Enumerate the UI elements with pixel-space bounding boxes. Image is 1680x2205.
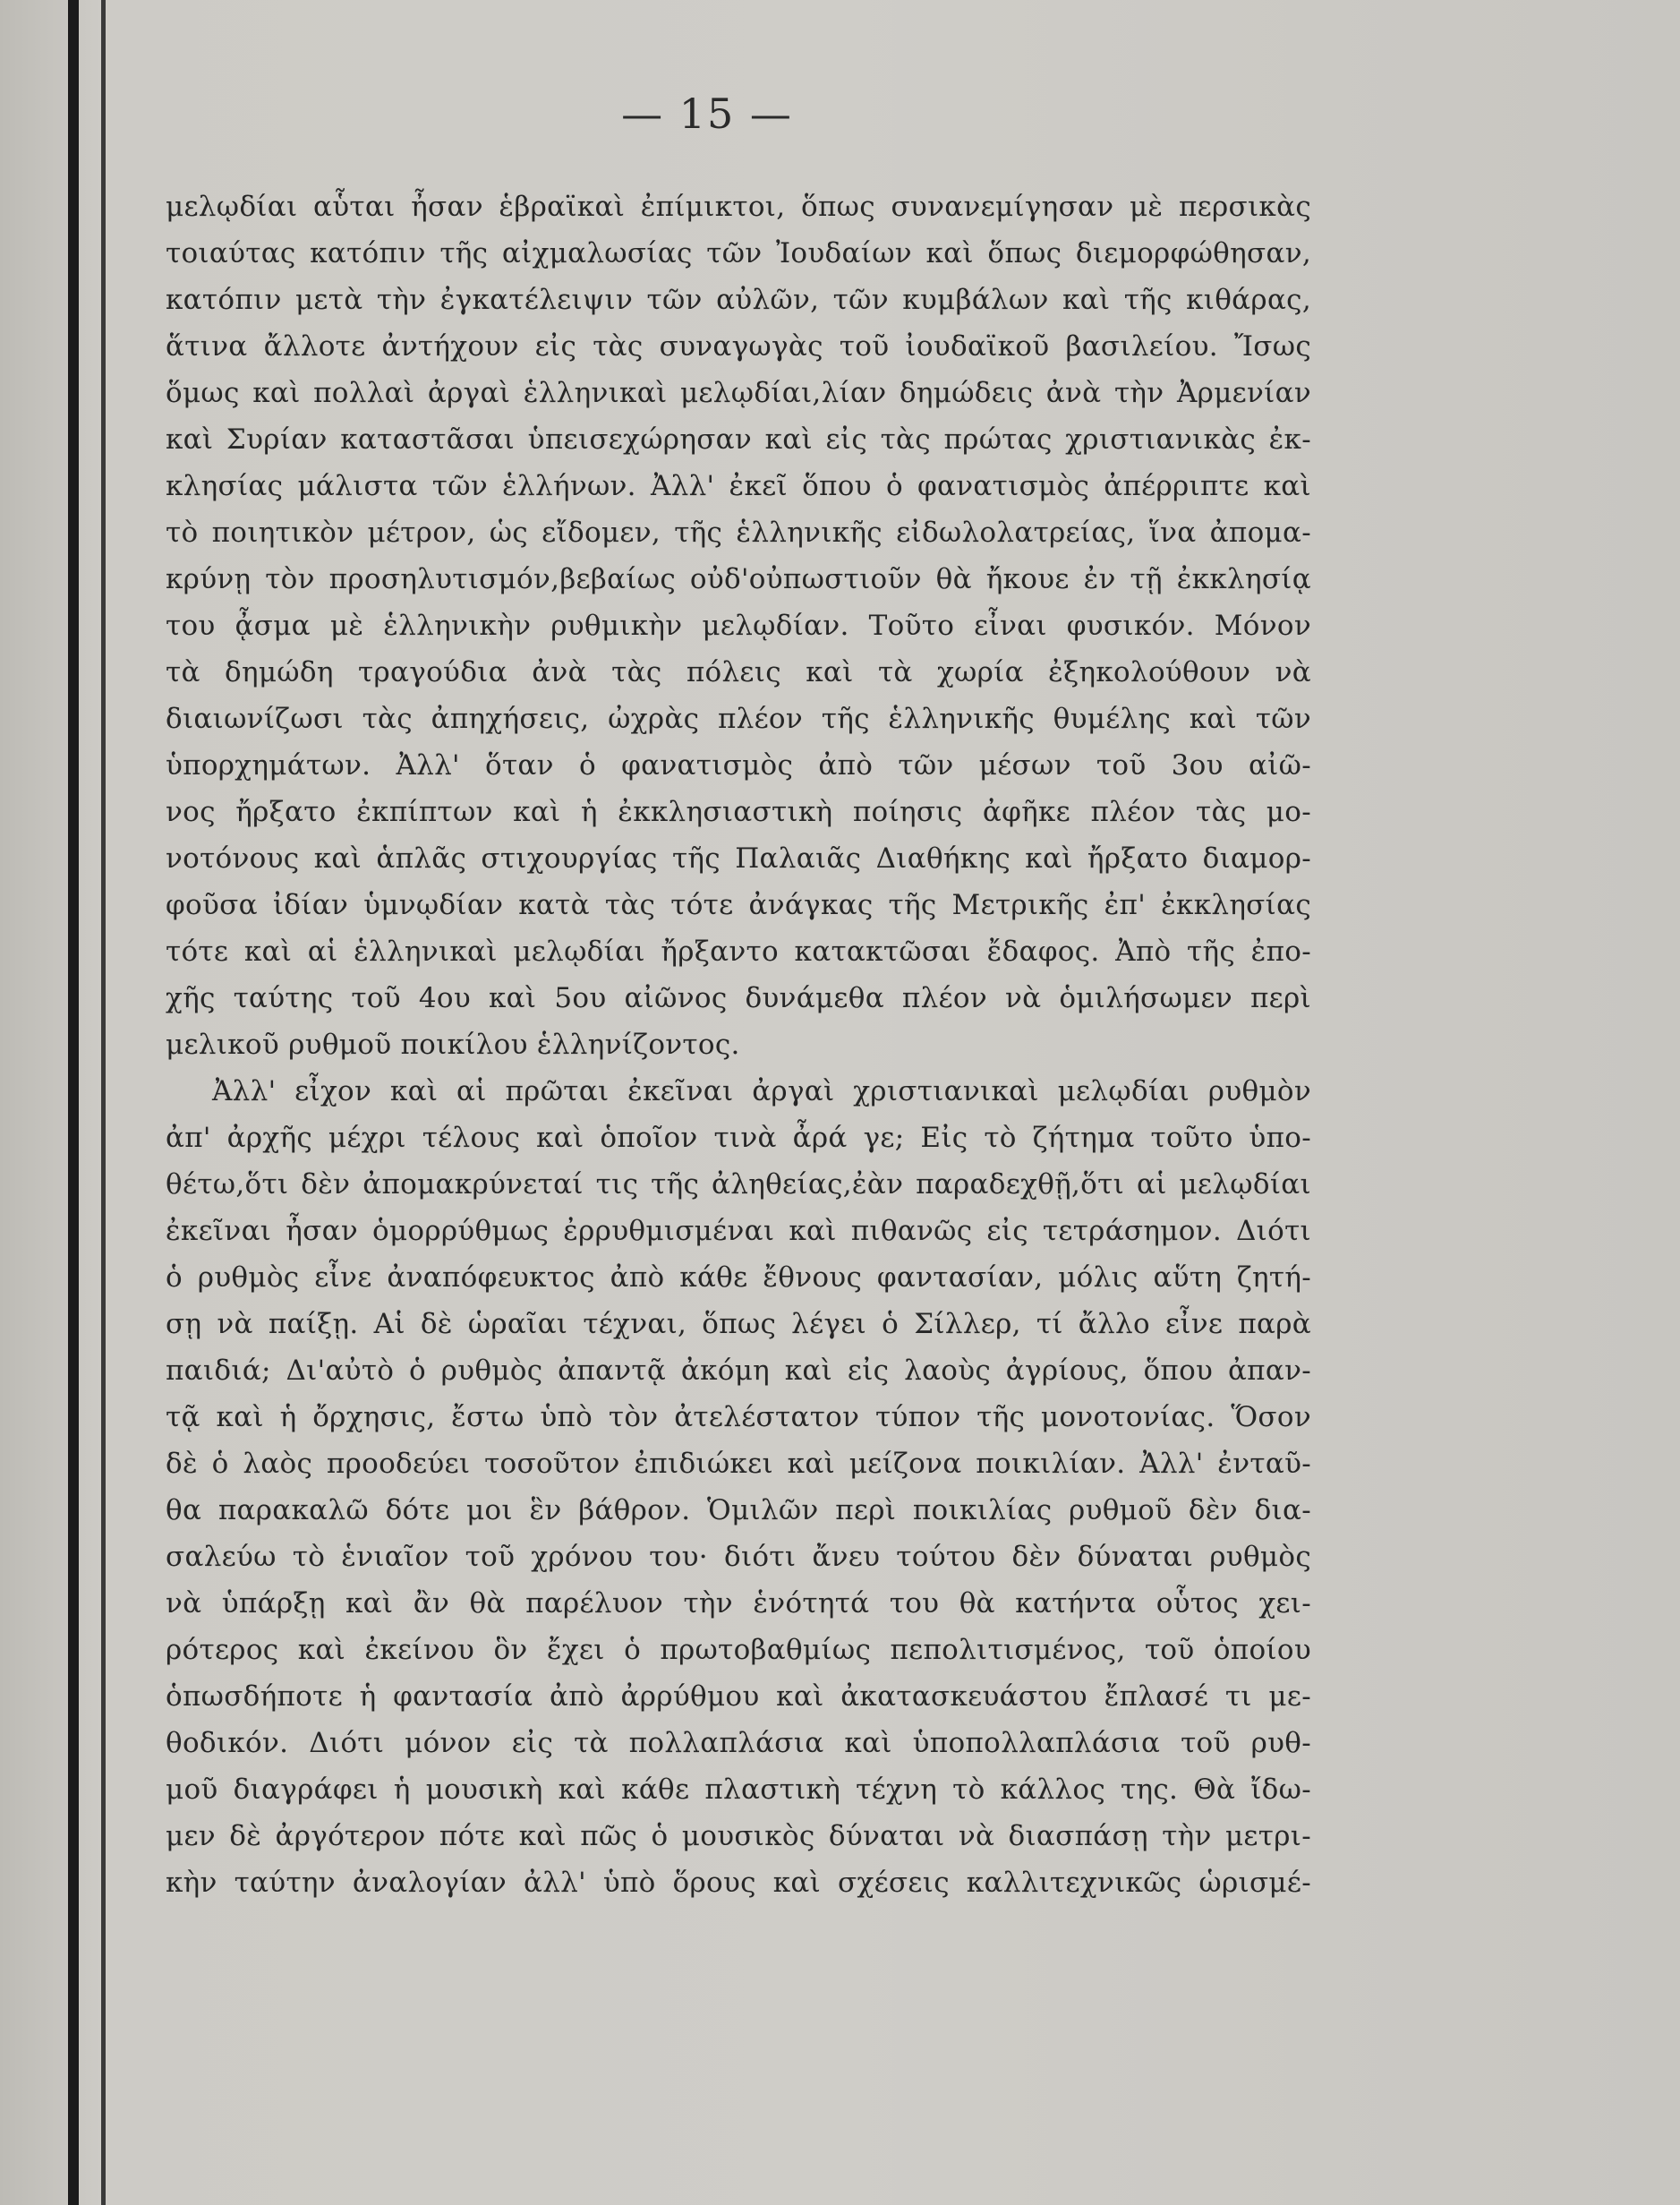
text-line: φοῦσα ἰδίαν ὑμνῳδίαν κατὰ τὰς τότε ἀνάγκας τῆς Μετρικῆς ἐπ' ἐκκλησίας — [166, 889, 1311, 921]
text-line: ἀπ' ἀρχῆς μέχρι τέλους καὶ ὁποῖον τινὰ ἆρά γε; Εἰς τὸ ζήτημα τοῦτο ὑπο- — [166, 1122, 1311, 1154]
text-line: σῃ νὰ παίξῃ. Αἱ δὲ ὡραῖαι τέχναι, ὅπως λέγει ὁ Σίλλερ, τί ἄλλο εἶνε παρὰ — [166, 1308, 1311, 1340]
text-line: σαλεύω τὸ ἑνιαῖον τοῦ χρόνου του· διότι ἄνευ τούτου δὲν δύναται ρυθμὸς — [166, 1541, 1311, 1573]
text-line: ὁπωσδήποτε ἡ φαντασία ἀπὸ ἀρρύθμου καὶ ἀκατασκευάστου ἔπλασέ τι με- — [166, 1680, 1311, 1713]
text-line: νοτόνους καὶ ἁπλᾶς στιχουργίας τῆς Παλαιᾶς Διαθήκης καὶ ἤρξατο διαμορ- — [166, 842, 1311, 875]
text-line: μοῦ διαγράφει ἡ μουσικὴ καὶ κάθε πλαστικὴ τέχνη τὸ κάλλος της. Θὰ ἴδω- — [166, 1773, 1311, 1806]
text-line: νος ἤρξατο ἐκπίπτων καὶ ἡ ἐκκλησιαστικὴ ποίησις ἀφῆκε πλέον τὰς μο- — [166, 796, 1311, 828]
page-number: — 15 — — [621, 90, 793, 138]
text-line: ὑπορχημάτων. Ἀλλ' ὅταν ὁ φανατισμὸς ἀπὸ τῶν μέσων τοῦ 3ου αἰῶ- — [166, 749, 1311, 782]
binding-shadow — [68, 0, 79, 2205]
text-line: ὁ ρυθμὸς εἶνε ἀναπόφευκτος ἀπὸ κάθε ἔθνους φαντασίαν, μόλις αὕτη ζητή- — [166, 1261, 1311, 1294]
text-line: δὲ ὁ λαὸς προοδεύει τοσοῦτον ἐπιδιώκει καὶ μείζονα ποικιλίαν. Ἀλλ' ἐνταῦ- — [166, 1448, 1311, 1480]
text-line: καὶ Συρίαν καταστᾶσαι ὑπεισεχώρησαν καὶ εἰς τὰς πρώτας χριστιανικὰς ἐκ- — [166, 423, 1311, 456]
text-line: νὰ ὑπάρξῃ καὶ ἂν θὰ παρέλυον τὴν ἑνότητά του θὰ κατήντα οὗτος χει- — [166, 1587, 1311, 1620]
text-line: μεν δὲ ἀργότερον πότε καὶ πῶς ὁ μουσικὸς δύναται νὰ διασπάσῃ τὴν μετρι- — [166, 1820, 1311, 1852]
text-line: παιδιά; Δι'αὐτὸ ὁ ρυθμὸς ἀπαντᾷ ἀκόμη καὶ εἰς λαοὺς ἀγρίους, ὅπου ἀπαν- — [166, 1355, 1311, 1387]
text-line: τοιαύτας κατόπιν τῆς αἰχμαλωσίας τῶν Ἰουδαίων καὶ ὅπως διεμορφώθησαν, — [166, 237, 1311, 269]
text-line: τὰ δημώδη τραγούδια ἀνὰ τὰς πόλεις καὶ τὰ χωρία ἐξηκολούθουν νὰ — [166, 656, 1311, 688]
text-line: χῆς ταύτης τοῦ 4ου καὶ 5ου αἰῶνος δυνάμεθα πλέον νὰ ὁμιλήσωμεν περὶ — [166, 982, 1311, 1014]
body-text — [166, 184, 1311, 1906]
text-line: κρύνῃ τὸν προσηλυτισμόν,βεβαίως οὐδ'οὐπωστιοῦν θὰ ἤκουε ἐν τῇ ἐκκλησίᾳ — [166, 563, 1311, 595]
text-line: τᾷ καὶ ἡ ὄρχησις, ἔστω ὑπὸ τὸν ἀτελέστατον τύπον τῆς μονοτονίας. Ὅσον — [166, 1401, 1311, 1433]
text-line: κὴν ταύτην ἀναλογίαν ἀλλ' ὑπὸ ὅρους καὶ σχέσεις καλλιτεχνικῶς ὡρισμέ- — [166, 1867, 1311, 1899]
text-line: θα παρακαλῶ δότε μοι ἓν βάθρον. Ὁμιλῶν περὶ ποικιλίας ρυθμοῦ δὲν δια- — [166, 1494, 1311, 1526]
text-line: ἐκεῖναι ἦσαν ὁμορρύθμως ἐρρυθμισμέναι καὶ πιθανῶς εἰς τετράσημον. Διότι — [166, 1215, 1311, 1247]
text-line: ρότερος καὶ ἐκείνου ὃν ἔχει ὁ πρωτοβαθμίως πεπολιτισμένος, τοῦ ὁποίου — [166, 1634, 1311, 1666]
text-line: Ἀλλ' εἶχον καὶ αἱ πρῶται ἐκεῖναι ἀργαὶ χριστιανικαὶ μελῳδίαι ρυθμὸν — [212, 1075, 1311, 1107]
text-line: του ᾆσμα μὲ ἑλληνικὴν ρυθμικὴν μελῳδίαν. Τοῦτο εἶναι φυσικόν. Μόνον — [166, 610, 1311, 642]
text-line: κατόπιν μετὰ τὴν ἐγκατέλειψιν τῶν αὐλῶν, τῶν κυμβάλων καὶ τῆς κιθάρας, — [166, 284, 1311, 316]
text-line: τὸ ποιητικὸν μέτρον, ὡς εἴδομεν, τῆς ἑλληνικῆς εἰδωλολατρείας, ἵνα ἀπομα- — [166, 517, 1311, 549]
text-line: μελικοῦ ρυθμοῦ ποικίλου ἑλληνίζοντος. — [166, 1029, 740, 1061]
binding-shadow-inner — [101, 0, 106, 2205]
text-line: τότε καὶ αἱ ἑλληνικαὶ μελῳδίαι ἤρξαντο κατακτῶσαι ἔδαφος. Ἀπὸ τῆς ἐπο- — [166, 936, 1311, 968]
text-line: ὅμως καὶ πολλαὶ ἀργαὶ ἑλληνικαὶ μελῳδίαι,λίαν δημώδεις ἀνὰ τὴν Ἀρμενίαν — [166, 377, 1311, 409]
text-line: ἅτινα ἄλλοτε ἀντήχουν εἰς τὰς συναγωγὰς τοῦ ἰουδαϊκοῦ βασιλείου. Ἴσως — [166, 330, 1311, 363]
text-line: διαιωνίζωσι τὰς ἀπηχήσεις, ὠχρὰς πλέον τῆς ἑλληνικῆς θυμέλης καὶ τῶν — [166, 703, 1311, 735]
text-line: θέτω,ὅτι δὲν ἀπομακρύνεταί τις τῆς ἀληθείας,ἐὰν παραδεχθῇ,ὅτι αἱ μελῳδίαι — [166, 1168, 1311, 1201]
text-line: μελῳδίαι αὗται ἦσαν ἑβραϊκαὶ ἐπίμικτοι, ὅπως συνανεμίγησαν μὲ περσικὰς — [166, 191, 1311, 223]
text-line: θοδικόν. Διότι μόνον εἰς τὰ πολλαπλάσια καὶ ὑποπολλαπλάσια τοῦ ρυθ- — [166, 1727, 1311, 1759]
text-line: κλησίας μάλιστα τῶν ἑλλήνων. Ἀλλ' ἐκεῖ ὅπου ὁ φανατισμὸς ἀπέρριπτε καὶ — [166, 470, 1311, 502]
